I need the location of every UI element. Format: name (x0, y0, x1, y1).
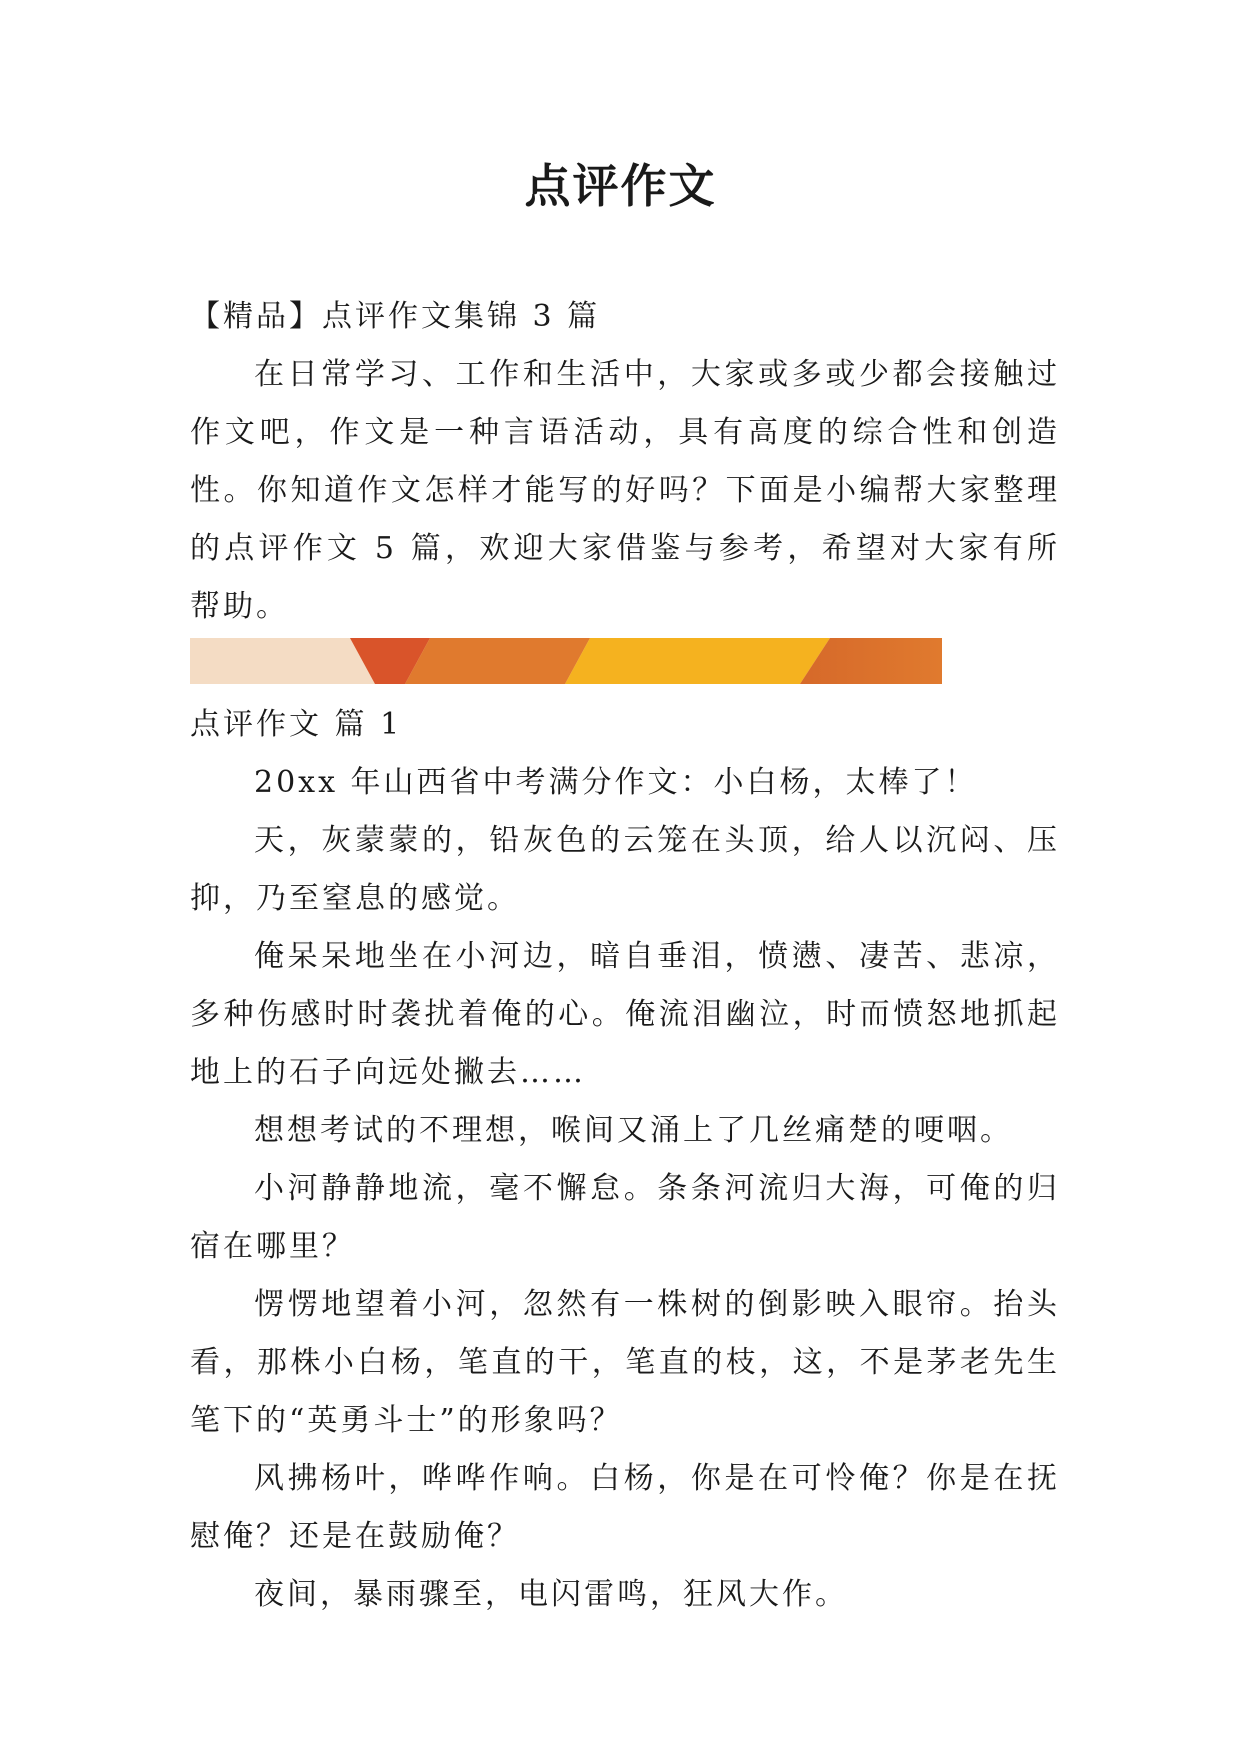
section-1-paragraph-3: 俺呆呆地坐在小河边，暗自垂泪，愤懑、凄苦、悲凉，多种伤感时时袭扰着俺的心。俺流泪幽泣，时而愤怒地抓起地上的石子向远处撇去…… (190, 939, 1060, 1090)
section-1-paragraph-2: 天，灰蒙蒙的，铅灰色的云笼在头顶，给人以沉闷、压抑，乃至窒息的感觉。 (190, 823, 1060, 916)
section-1-heading: 点评作文 篇 1 (190, 707, 403, 742)
section-1-paragraph-6: 愣愣地望着小河，忽然有一株树的倒影映入眼帘。抬头看，那株小白杨，笔直的干，笔直的枝，这，不是茅老先生笔下的“英勇斗士”的形象吗？ (190, 1287, 1060, 1438)
document-subtitle: 【精品】点评作文集锦 3 篇 (190, 299, 601, 334)
intro-paragraph: 在日常学习、工作和生活中，大家或多或少都会接触过作文吧，作文是一种言语活动，具有高度的综合性和创造性。你知道作文怎样才能写的好吗？下面是小编帮大家整理的点评作文 5 篇，欢迎大家借鉴与参考，希望对大家有所帮助。 (190, 357, 1060, 624)
section-1-paragraph-4: 想想考试的不理想，喉间又涌上了几丝痛楚的哽咽。 (254, 1113, 1013, 1148)
document-body (190, 288, 1060, 1624)
decorative-banner-image (190, 638, 942, 684)
section-1-paragraph-7: 风拂杨叶，哗哗作响。白杨，你是在可怜俺？你是在抚慰俺？还是在鼓励俺？ (190, 1461, 1060, 1554)
section-1-paragraph-5: 小河静静地流，毫不懈怠。条条河流归大海，可俺的归宿在哪里？ (190, 1171, 1060, 1264)
document-title: 点评作文 (524, 159, 717, 213)
section-1-paragraph-8: 夜间，暴雨骤至，电闪雷鸣，狂风大作。 (254, 1577, 848, 1612)
section-1-paragraph-1: 20xx 年山西省中考满分作文：小白杨，太棒了！ (254, 765, 978, 800)
banner-yellow-band (565, 638, 830, 684)
banner-orange-band (405, 638, 590, 684)
